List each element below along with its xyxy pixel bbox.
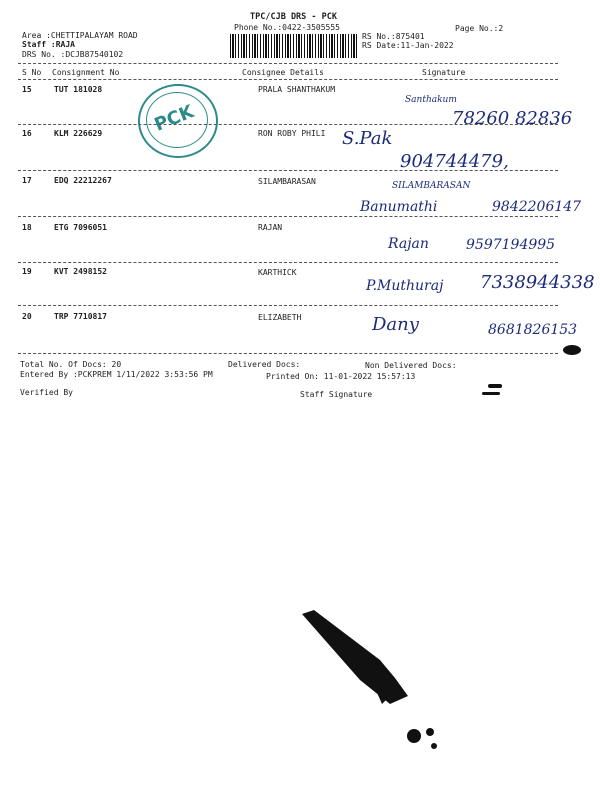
divider [18, 216, 558, 217]
non-delivered-docs: Non Delivered Docs: [365, 361, 457, 370]
total-docs: Total No. Of Docs: 20 [20, 360, 122, 369]
row-sno: 16 [22, 129, 32, 138]
rs-number: RS No.:875401 [362, 32, 425, 41]
document-title: TPC/CJB DRS - PCK [250, 12, 337, 22]
row-phone: 8681826153 [488, 322, 578, 338]
divider [18, 124, 558, 125]
divider [18, 170, 558, 171]
row-phone: 7338944338 [480, 272, 595, 293]
ink-mark [488, 384, 502, 388]
row-signature: Santhakum [405, 95, 457, 105]
row-signature: S.Pak [342, 128, 393, 149]
row-signature-secondary: Banumathi [360, 199, 438, 215]
row-consignment: KLM 226629 [54, 129, 103, 138]
row-consignee: RAJAN [258, 223, 283, 232]
ink-blot [563, 345, 581, 355]
col-sno: S No [22, 68, 42, 77]
row-consignee: PRALA SHANTHAKUM [258, 85, 336, 94]
rs-date: RS Date:11-Jan-2022 [362, 41, 454, 50]
row-consignee: SILAMBARASAN [258, 177, 316, 186]
staff-signature: Staff Signature [300, 390, 373, 399]
phone-number: Phone No.:0422-3505555 [234, 23, 340, 32]
row-consignment: EDQ 22212267 [54, 176, 112, 185]
row-signature: Dany [372, 314, 419, 335]
divider [18, 262, 558, 263]
divider [18, 305, 558, 306]
col-consignment: Consignment No [52, 68, 120, 77]
row-signature: SILAMBARASAN [392, 181, 471, 191]
row-phone: 9842206147 [492, 199, 582, 215]
ink-mark [482, 392, 500, 395]
row-signature: Rajan [388, 236, 429, 252]
col-signature: Signature [422, 68, 466, 77]
col-consignee: Consignee Details [242, 68, 324, 77]
row-consignee: ELIZABETH [258, 313, 302, 322]
row-sno: 18 [22, 223, 32, 232]
row-sno: 19 [22, 267, 32, 276]
row-phone: 9597194995 [466, 237, 556, 253]
divider [18, 79, 558, 80]
row-consignee: RON ROBY PHILI [258, 129, 326, 138]
row-signature: P.Muthuraj [366, 278, 444, 294]
drs-number: DRS No. :DCJB87540102 [22, 50, 124, 59]
row-consignee: KARTHICK [258, 268, 297, 277]
row-sno: 15 [22, 85, 32, 94]
row-consignment: KVT 2498152 [54, 267, 107, 276]
row-consignment: ETG 7096051 [54, 223, 107, 232]
row-consignment: TUT 181028 [54, 85, 103, 94]
verified-by: Verified By [20, 388, 73, 397]
delivered-docs: Delivered Docs: [228, 360, 301, 369]
pck-stamp [138, 84, 218, 158]
entered-by: Entered By :PCKPREM 1/11/2022 3:53:56 PM [20, 370, 213, 379]
area: Area :CHETTIPALAYAM ROAD [22, 31, 138, 40]
row-phone: 78260 82836 [452, 108, 573, 129]
row-consignment: TRP 7710817 [54, 312, 107, 321]
row-sno: 17 [22, 176, 32, 185]
stamp-text: PCK [151, 101, 197, 136]
barcode [230, 34, 358, 58]
row-phone: 904744479, [400, 151, 509, 172]
row-sno: 20 [22, 312, 32, 321]
divider [18, 353, 558, 354]
scan-artifact [290, 600, 450, 760]
staff: Staff :RAJA [22, 40, 75, 49]
divider [18, 63, 558, 64]
page-number: Page No.:2 [455, 24, 504, 33]
printed-on: Printed On: 11-01-2022 15:57:13 [266, 372, 416, 381]
